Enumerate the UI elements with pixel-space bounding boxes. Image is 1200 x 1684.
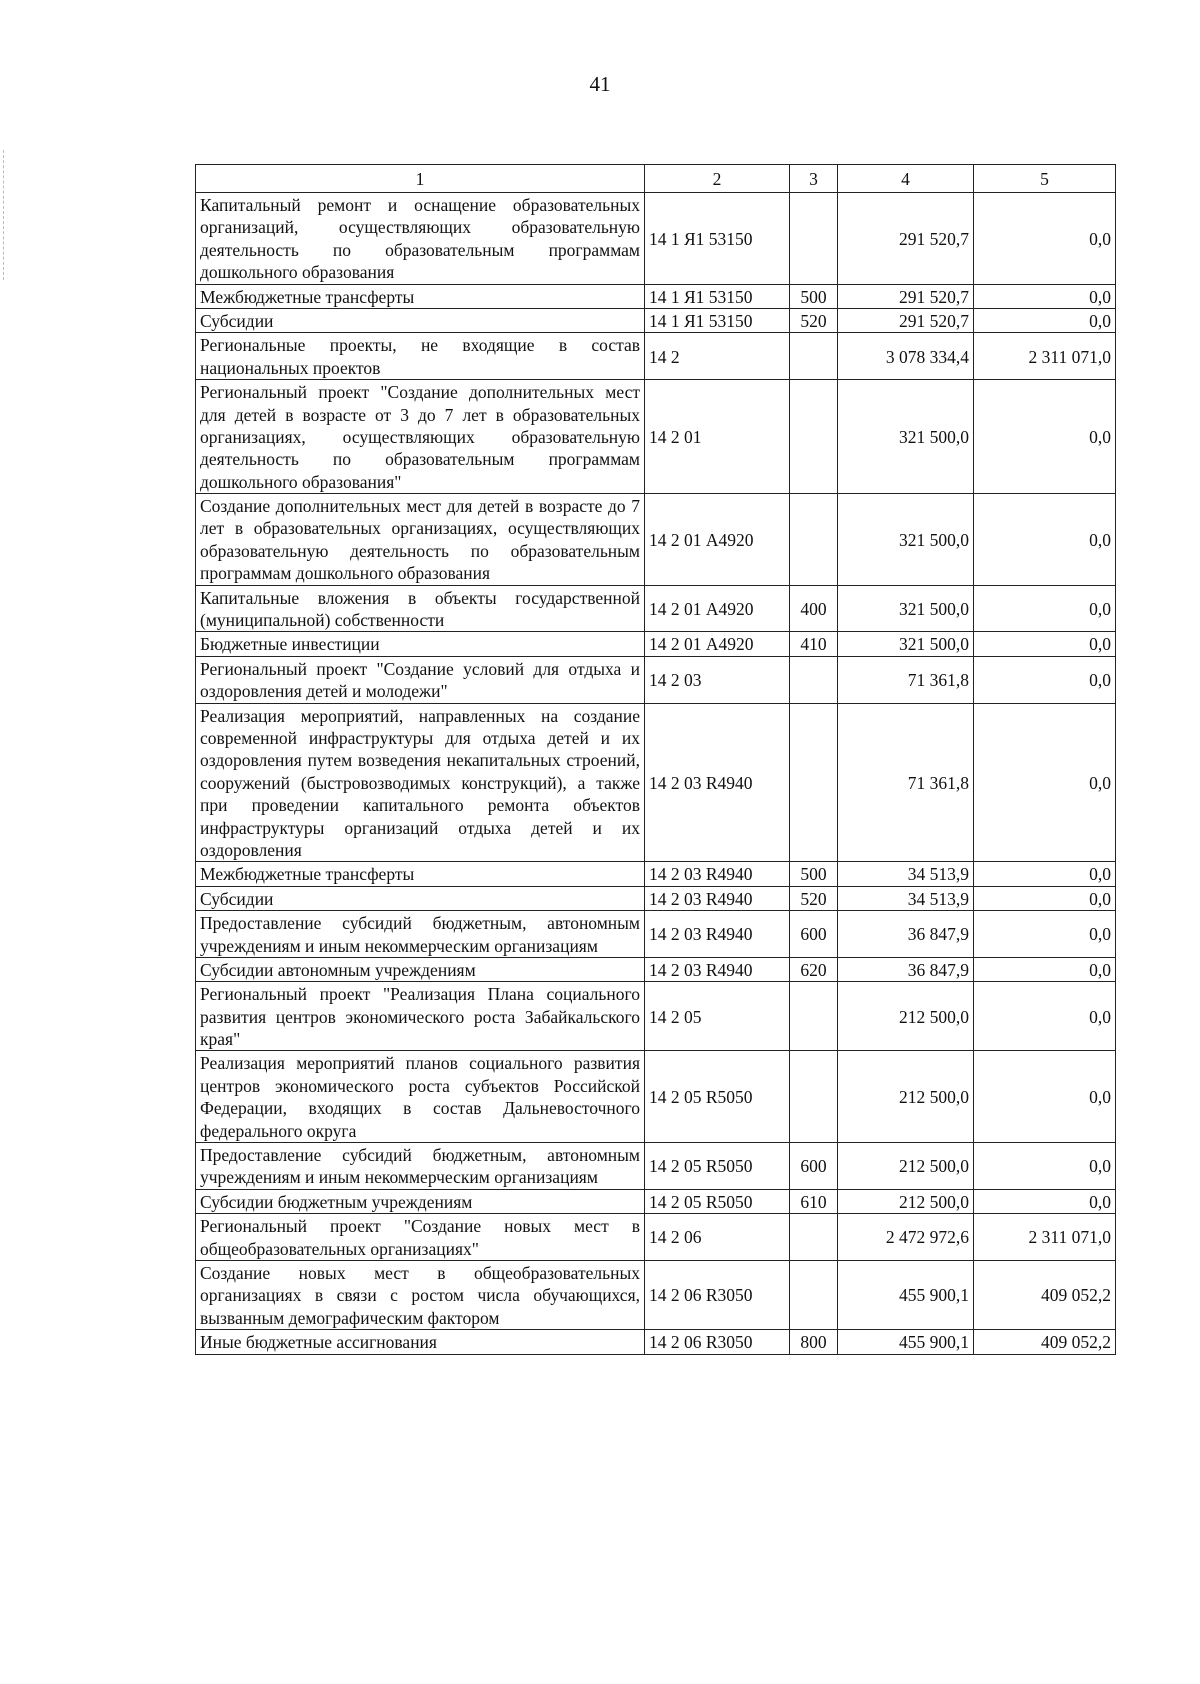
row-code: 14 2 01 А4920 xyxy=(645,494,790,586)
column-header: 2 xyxy=(645,165,790,193)
row-name: Реализация мероприятий, направленных на создание современной инфраструктуры для отдыха детей и их оздоровления путем возведения некапитальных строений, сооружений (быстровозводимых конструкций), а также при проведении капитального ремонта объектов инфраструктуры организаций отдыха детей и их оздоровления xyxy=(196,703,645,862)
row-code: 14 2 06 xyxy=(645,1214,790,1261)
row-name: Субсидии xyxy=(196,886,645,910)
row-code: 14 2 01 xyxy=(645,380,790,494)
row-expense-type: 800 xyxy=(790,1330,838,1354)
row-name: Межбюджетные трансферты xyxy=(196,284,645,308)
table-row xyxy=(196,632,1116,656)
column-header: 3 xyxy=(790,165,838,193)
table-row xyxy=(196,1051,1116,1143)
row-amount-col4: 321 500,0 xyxy=(838,494,974,586)
column-header: 5 xyxy=(974,165,1116,193)
header-row xyxy=(196,165,1116,193)
row-amount-col4: 321 500,0 xyxy=(838,632,974,656)
table-row xyxy=(196,656,1116,703)
row-name: Субсидии xyxy=(196,308,645,332)
row-amount-col4: 212 500,0 xyxy=(838,1189,974,1213)
row-code: 14 2 03 R4940 xyxy=(645,862,790,886)
row-amount-col5: 0,0 xyxy=(974,193,1116,285)
scan-edge-mark xyxy=(3,150,4,280)
row-code: 14 2 06 R3050 xyxy=(645,1260,790,1329)
row-name: Создание новых мест в общеобразовательных организациях в связи с ростом числа обучающихся, вызванным демографическим фактором xyxy=(196,1260,645,1329)
row-name: Региональный проект "Реализация Плана социального развития центров экономического роста Забайкальского края" xyxy=(196,982,645,1051)
row-amount-col5: 0,0 xyxy=(974,656,1116,703)
row-amount-col5: 0,0 xyxy=(974,957,1116,981)
row-amount-col5: 0,0 xyxy=(974,284,1116,308)
row-code: 14 2 05 R5050 xyxy=(645,1189,790,1213)
table-row xyxy=(196,911,1116,958)
row-name: Региональный проект "Создание дополнительных мест для детей в возрасте от 3 до 7 лет в образовательных организациях, осуществляющих образовательную деятельность по образовательным программам дошкольного образования" xyxy=(196,380,645,494)
row-amount-col4: 34 513,9 xyxy=(838,862,974,886)
row-amount-col4: 455 900,1 xyxy=(838,1260,974,1329)
row-amount-col5: 0,0 xyxy=(974,1051,1116,1143)
column-header: 4 xyxy=(838,165,974,193)
table-row xyxy=(196,982,1116,1051)
row-name: Региональные проекты, не входящие в состав национальных проектов xyxy=(196,333,645,380)
row-expense-type xyxy=(790,1214,838,1261)
row-name: Создание дополнительных мест для детей в возрасте до 7 лет в образовательных организациях, осуществляющих образовательную деятельность по образовательным программам дошкольного образования xyxy=(196,494,645,586)
row-amount-col5: 0,0 xyxy=(974,1189,1116,1213)
row-amount-col5: 0,0 xyxy=(974,585,1116,632)
row-expense-type: 600 xyxy=(790,911,838,958)
row-expense-type: 600 xyxy=(790,1143,838,1190)
row-amount-col4: 36 847,9 xyxy=(838,911,974,958)
row-code: 14 2 05 R5050 xyxy=(645,1143,790,1190)
table-row xyxy=(196,957,1116,981)
row-expense-type: 620 xyxy=(790,957,838,981)
row-amount-col4: 212 500,0 xyxy=(838,1143,974,1190)
row-expense-type xyxy=(790,380,838,494)
row-expense-type xyxy=(790,982,838,1051)
row-amount-col4: 71 361,8 xyxy=(838,656,974,703)
row-amount-col5: 409 052,2 xyxy=(974,1330,1116,1354)
row-amount-col4: 34 513,9 xyxy=(838,886,974,910)
row-name: Бюджетные инвестиции xyxy=(196,632,645,656)
row-code: 14 2 03 R4940 xyxy=(645,911,790,958)
row-expense-type: 400 xyxy=(790,585,838,632)
row-amount-col5: 0,0 xyxy=(974,982,1116,1051)
row-expense-type xyxy=(790,656,838,703)
row-amount-col5: 409 052,2 xyxy=(974,1260,1116,1329)
table-row xyxy=(196,703,1116,862)
row-code: 14 2 03 xyxy=(645,656,790,703)
table-row xyxy=(196,284,1116,308)
row-code: 14 2 01 А4920 xyxy=(645,632,790,656)
row-amount-col4: 212 500,0 xyxy=(838,1051,974,1143)
row-expense-type xyxy=(790,193,838,285)
table-row xyxy=(196,886,1116,910)
row-expense-type xyxy=(790,333,838,380)
row-amount-col4: 291 520,7 xyxy=(838,193,974,285)
row-amount-col5: 2 311 071,0 xyxy=(974,1214,1116,1261)
row-code: 14 2 01 А4920 xyxy=(645,585,790,632)
table-row xyxy=(196,862,1116,886)
row-name: Субсидии бюджетным учреждениям xyxy=(196,1189,645,1213)
row-amount-col5: 0,0 xyxy=(974,911,1116,958)
row-name: Субсидии автономным учреждениям xyxy=(196,957,645,981)
row-name: Предоставление субсидий бюджетным, автономным учреждениям и иным некоммерческим организациям xyxy=(196,1143,645,1190)
row-amount-col4: 321 500,0 xyxy=(838,585,974,632)
row-name: Предоставление субсидий бюджетным, автономным учреждениям и иным некоммерческим организациям xyxy=(196,911,645,958)
row-amount-col5: 0,0 xyxy=(974,494,1116,586)
table-header xyxy=(196,165,1116,193)
row-code: 14 2 05 xyxy=(645,982,790,1051)
row-name: Иные бюджетные ассигнования xyxy=(196,1330,645,1354)
row-code: 14 2 xyxy=(645,333,790,380)
page-number: 41 xyxy=(589,72,611,96)
table-row xyxy=(196,1260,1116,1329)
table-row xyxy=(196,380,1116,494)
row-amount-col5: 0,0 xyxy=(974,632,1116,656)
row-amount-col4: 291 520,7 xyxy=(838,308,974,332)
row-name: Региональный проект "Создание новых мест в общеобразовательных организациях" xyxy=(196,1214,645,1261)
row-amount-col5: 0,0 xyxy=(974,862,1116,886)
row-code: 14 2 03 R4940 xyxy=(645,886,790,910)
row-amount-col4: 3 078 334,4 xyxy=(838,333,974,380)
row-expense-type: 520 xyxy=(790,308,838,332)
row-amount-col4: 212 500,0 xyxy=(838,982,974,1051)
row-amount-col5: 0,0 xyxy=(974,380,1116,494)
row-expense-type: 610 xyxy=(790,1189,838,1213)
table-row xyxy=(196,1330,1116,1354)
table-row xyxy=(196,494,1116,586)
row-code: 14 1 Я1 53150 xyxy=(645,284,790,308)
row-expense-type xyxy=(790,494,838,586)
row-code: 14 1 Я1 53150 xyxy=(645,308,790,332)
row-expense-type: 500 xyxy=(790,862,838,886)
row-amount-col5: 2 311 071,0 xyxy=(974,333,1116,380)
row-expense-type: 520 xyxy=(790,886,838,910)
budget-table xyxy=(195,164,1116,1355)
table-row xyxy=(196,1189,1116,1213)
row-amount-col4: 71 361,8 xyxy=(838,703,974,862)
row-name: Капитальные вложения в объекты государственной (муниципальной) собственности xyxy=(196,585,645,632)
row-amount-col4: 291 520,7 xyxy=(838,284,974,308)
table-row xyxy=(196,1214,1116,1261)
table-row xyxy=(196,333,1116,380)
table-row xyxy=(196,308,1116,332)
row-expense-type: 500 xyxy=(790,284,838,308)
row-name: Межбюджетные трансферты xyxy=(196,862,645,886)
row-code: 14 2 03 R4940 xyxy=(645,703,790,862)
table-row xyxy=(196,1143,1116,1190)
row-expense-type: 410 xyxy=(790,632,838,656)
row-expense-type xyxy=(790,703,838,862)
row-amount-col5: 0,0 xyxy=(974,1143,1116,1190)
row-expense-type xyxy=(790,1051,838,1143)
row-code: 14 2 03 R4940 xyxy=(645,957,790,981)
row-amount-col5: 0,0 xyxy=(974,308,1116,332)
column-header: 1 xyxy=(196,165,645,193)
row-amount-col4: 2 472 972,6 xyxy=(838,1214,974,1261)
table-body xyxy=(196,193,1116,1355)
row-code: 14 1 Я1 53150 xyxy=(645,193,790,285)
row-code: 14 2 05 R5050 xyxy=(645,1051,790,1143)
row-expense-type xyxy=(790,1260,838,1329)
row-code: 14 2 06 R3050 xyxy=(645,1330,790,1354)
row-amount-col4: 36 847,9 xyxy=(838,957,974,981)
table-row xyxy=(196,193,1116,285)
row-amount-col5: 0,0 xyxy=(974,703,1116,862)
table-row xyxy=(196,585,1116,632)
row-amount-col5: 0,0 xyxy=(974,886,1116,910)
row-amount-col4: 321 500,0 xyxy=(838,380,974,494)
row-name: Капитальный ремонт и оснащение образовательных организаций, осуществляющих образовательную деятельность по образовательным программам дошкольного образования xyxy=(196,193,645,285)
row-name: Региональный проект "Создание условий для отдыха и оздоровления детей и молодежи" xyxy=(196,656,645,703)
row-amount-col4: 455 900,1 xyxy=(838,1330,974,1354)
row-name: Реализация мероприятий планов социального развития центров экономического роста субъектов Российской Федерации, входящих в состав Дальневосточного федерального округа xyxy=(196,1051,645,1143)
